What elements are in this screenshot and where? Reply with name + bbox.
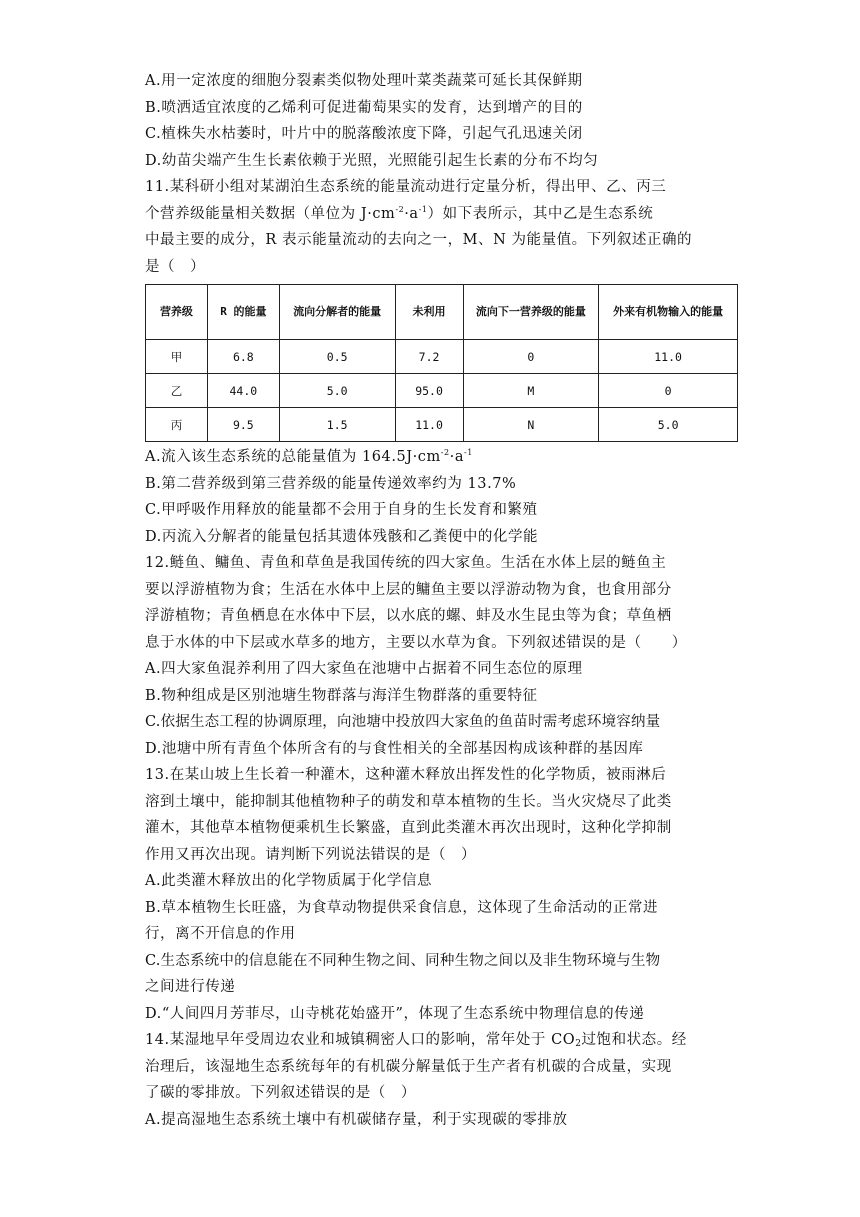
- q12-option-a: A.四大家鱼混养利用了四大家鱼在池塘中占据着不同生态位的原理: [145, 661, 583, 677]
- table-header-cell: [279, 285, 395, 340]
- q11-stem-text: 个营养级能量相关数据（单位为 J·cm: [145, 205, 396, 222]
- q13-option-d: D.“人间四月芳菲尽，山寺桃花始盛开”，体现了生态系统中物理信息的传递: [145, 1005, 645, 1022]
- table-cell: 0: [463, 340, 599, 374]
- unit-exponent: -2: [440, 448, 450, 457]
- q11-option-b: B.第二营养级到第三营养级的能量传递效率约为 13.7%: [145, 475, 517, 492]
- q13-stem-line: 13.在某山坡上生长着一种灌木，这种灌木释放出挥发性的化学物质，被雨淋后: [145, 767, 667, 783]
- table-header-cell: [599, 285, 738, 340]
- q14-stem-text: 14.某湿地早年受周边农业和城镇稠密人口的影响，常年处于 CO: [145, 1032, 576, 1048]
- q12-stem-line: 要以浮游植物为食；生活在水体中上层的鳙鱼主要以浮游动物为食，也食用部分: [145, 581, 672, 598]
- q11-stem-line: 11.某科研小组对某湖泊生态系统的能量流动进行定量分析，得出甲、乙、丙三: [145, 179, 667, 195]
- table-cell: 95.0: [395, 374, 463, 408]
- q12: [145, 550, 745, 762]
- q10-option-a: A.用一定浓度的细胞分裂素类似物处理叶菜类蔬菜可延长其保鲜期: [145, 73, 583, 89]
- table-cell: 11.0: [395, 408, 463, 442]
- q13-option-c: C.生态系统中的信息能在不同种生物之间、同种生物之间以及非生物环境与生物: [145, 952, 661, 969]
- unit-exponent: -2: [395, 204, 405, 214]
- q14-stem-line: [145, 1027, 745, 1054]
- table-cell: M: [463, 374, 599, 408]
- q14: [145, 1027, 745, 1133]
- q12-stem-line: 12.鲢鱼、鳙鱼、青鱼和草鱼是我国传统的四大家鱼。生活在水体上层的鲢鱼主: [145, 555, 667, 571]
- unit-exponent: -1: [464, 448, 473, 457]
- q14-stem-line: 治理后，该湿地生态系统每年的有机碳分解量低于生产者有机碳的合成量，实现: [145, 1058, 672, 1075]
- q12-option-d: D.池塘中所有青鱼个体所含有的与食性相关的全部基因构成该种群的基因库: [145, 740, 644, 757]
- q11-stem-line: 是（ ）: [145, 258, 206, 275]
- table-cell: 乙: [146, 374, 208, 408]
- table-cell: 9.5: [207, 408, 279, 442]
- table-cell: 5.0: [599, 408, 738, 442]
- q14-stem-text: 过饱和状态。经: [581, 1032, 687, 1048]
- q11-option-d: D.丙流入分解者的能量包括其遗体残骸和乙粪便中的化学能: [145, 528, 539, 545]
- table-header-text: 流向下一营养级的能量: [475, 305, 586, 318]
- q11-stem-text: ）如下表所示，其中乙是生态系统: [427, 205, 654, 222]
- q13: [145, 762, 745, 1027]
- table-header-cell: R 的能量: [207, 285, 279, 340]
- q13-option-a: A.此类灌木释放出的化学物质属于化学信息: [145, 873, 433, 889]
- table-header-cell: [463, 285, 599, 340]
- table-cell: 11.0: [599, 340, 738, 374]
- q10-option-b: B.喷洒适宜浓度的乙烯利可促进葡萄果实的发育，达到增产的目的: [145, 99, 583, 116]
- table-cell: N: [463, 408, 599, 442]
- q13-stem-line: 溶到土壤中，能抑制其他植物种子的萌发和草本植物的生长。当火灾烧尽了此类: [145, 793, 672, 810]
- q13-stem-line: 灌木，其他草本植物便乘机生长繁盛，直到此类灌木再次出现时，这种化学抑制: [145, 820, 672, 836]
- table-header-cell: 未利用: [395, 285, 463, 340]
- table-cell: 0.5: [279, 340, 395, 374]
- table-row: [146, 340, 738, 374]
- q10-options: [145, 68, 745, 174]
- q11-option-a: [145, 444, 745, 471]
- q11-option-text: A.流入该生态系统的总能量值为 164.5J·cm: [145, 449, 441, 465]
- q10-option-d: D.幼苗尖端产生生长素依赖于光照，光照能引起生长素的分布不均匀: [145, 152, 599, 169]
- energy-table: [145, 284, 738, 442]
- q11-stem-text: ·a: [404, 205, 419, 222]
- table-header-cell: 营养级: [146, 285, 208, 340]
- table-cell: 甲: [146, 340, 208, 374]
- q13-stem-line: 作用又再次出现。请判断下列说法错误的是（ ）: [145, 846, 477, 863]
- table-cell: 1.5: [279, 408, 395, 442]
- table-cell: 5.0: [279, 374, 395, 408]
- q10-option-c: C.植株失水枯萎时，叶片中的脱落酸浓度下降，引起气孔迅速关闭: [145, 126, 583, 142]
- q11: [145, 174, 745, 550]
- q11-stem-line: 中最主要的成分，R 表示能量流动的去向之一，M、N 为能量值。下列叙述正确的: [145, 232, 693, 248]
- q13-option-b-cont: 行，离不开信息的作用: [145, 926, 296, 942]
- table-header-text: 流向分解者的能量: [293, 305, 382, 318]
- table-header-text: 外来有机物输入的能量: [613, 305, 724, 318]
- table-header-row: [146, 285, 738, 340]
- q13-option-b: B.草本植物生长旺盛，为食草动物提供采食信息，这体现了生命活动的正常进: [145, 899, 659, 916]
- table-cell: 0: [599, 374, 738, 408]
- table-row: [146, 374, 738, 408]
- q11-option-text: ·a: [449, 449, 465, 465]
- q11-stem-line: [145, 201, 745, 228]
- q11-option-c: C.甲呼吸作用释放的能量都不会用于自身的生长发育和繁殖: [145, 502, 538, 518]
- exam-page: [145, 68, 745, 1133]
- q12-stem-line: 息于水体的中下层或水草多的地方，主要以水草为食。下列叙述错误的是（ ）: [145, 634, 687, 651]
- q14-stem-line: 了碳的零排放。下列叙述错误的是（ ）: [145, 1085, 416, 1101]
- q12-stem-line: 浮游植物；青鱼栖息在水体中下层，以水底的螺、蚌及水生昆虫等为食；草鱼栖: [145, 608, 672, 624]
- table-cell: 7.2: [395, 340, 463, 374]
- table-cell: 丙: [146, 408, 208, 442]
- table-cell: 6.8: [207, 340, 279, 374]
- q13-option-c-cont: 之间进行传递: [145, 979, 236, 995]
- table-cell: 44.0: [207, 374, 279, 408]
- unit-exponent: -1: [418, 204, 428, 214]
- q12-option-c: C.依据生态工程的协调原理，向池塘中投放四大家鱼的鱼苗时需考虑环境容纳量: [145, 714, 661, 730]
- co2-subscript: 2: [575, 1039, 582, 1049]
- q12-option-b: B.物种组成是区别池塘生物群落与海洋生物群落的重要特征: [145, 687, 538, 704]
- table-row: [146, 408, 738, 442]
- q14-option-a: A.提高湿地生态系统土壤中有机碳储存量，利于实现碳的零排放: [145, 1111, 568, 1128]
